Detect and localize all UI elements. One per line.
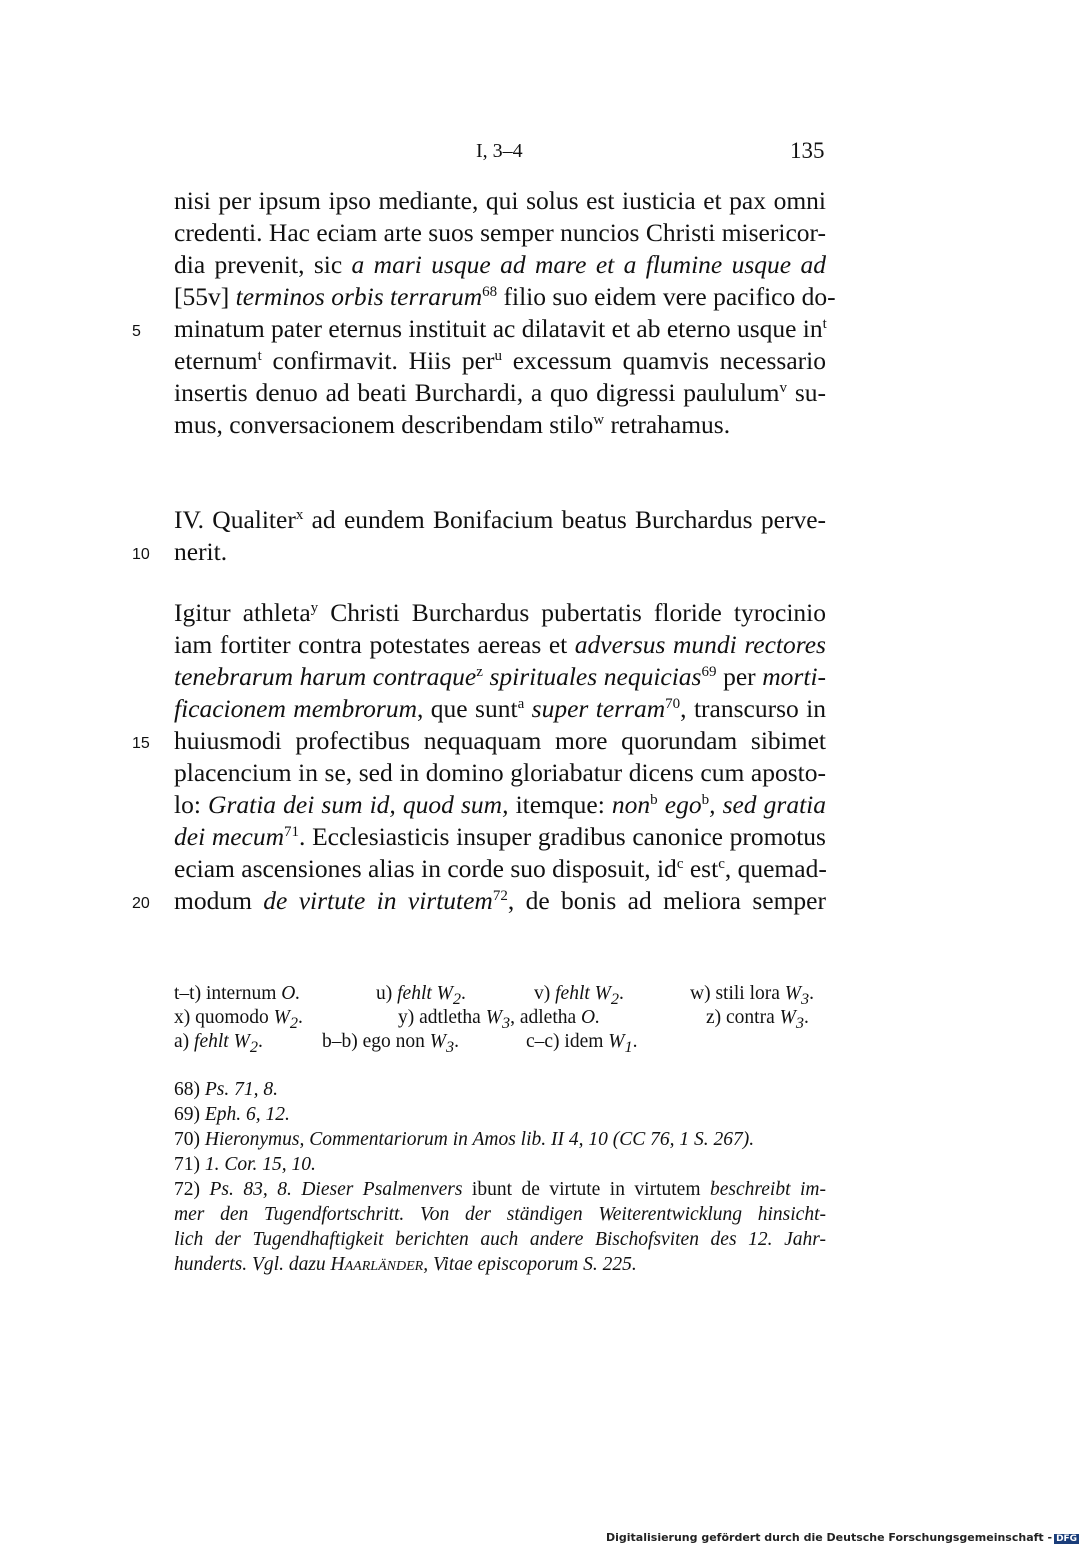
footnote: 71) 1. Cor. 15, 10. xyxy=(174,1154,316,1175)
footnote-ref: 72 xyxy=(492,888,508,904)
text-line: lo: Gratia dei sum id, quod sum, itemque: non$^b$ ego$^b$, sed gratia xyxy=(174,790,827,819)
apparatus-entry: w) stili lora $W_3$. xyxy=(690,983,815,1008)
apparatus-entry: t–t) internum O. xyxy=(174,983,301,1004)
text-line: ficacionem membrorum, que sunt$^a$ super terram$^{70}$, transcurso in xyxy=(174,694,827,723)
chapter-heading: nerit. xyxy=(174,537,228,566)
text-line: dei mecum$^{71}$. Ecclesiasticis insuper gradibus canonice promotus xyxy=(174,822,826,851)
apparatus-entry: v) fehlt $W_2$. xyxy=(534,983,624,1008)
apparatus-entry: u) fehlt $W_2$. xyxy=(376,983,466,1008)
text-line: dia prevenit, sic a mari usque ad mare et a flumine usque ad xyxy=(174,250,826,279)
running-head: I, 3–4 xyxy=(476,140,523,162)
footnote-ref: 68 xyxy=(482,284,498,300)
text-line: minatum pater eternus instituit ac dilatavit et ab eterno usque $in^t$ xyxy=(174,314,827,343)
text-line: tenebrarum harum contraque$^z$ spirituales nequicias$^{69}$ per morti- xyxy=(174,662,827,691)
footnote-ref: 70 xyxy=(665,696,681,712)
text-line: iam fortiter contra potestates aereas et adversus mundi rectores xyxy=(174,630,826,659)
apparatus-entry: a) fehlt $W_2$. xyxy=(174,1031,263,1056)
chapter-heading: IV. Qualiter$^x$ ad eundem Bonifacium beatus Burchardus perve- xyxy=(174,505,826,534)
text-line: modum de virtute in virtutem$^{72}$, de bonis ad meliora semper xyxy=(174,886,826,915)
line-number: 5 xyxy=(132,323,141,340)
footnote-continuation: hunderts. Vgl. dazu Haarländer, Vitae episcoporum S. 225. xyxy=(174,1254,637,1275)
text-line: [55v] terminos orbis terrarum$^{68}$ filio suo eidem vere pacifico do- xyxy=(174,282,836,311)
dfg-logo: DFG xyxy=(1056,1534,1078,1544)
apparatus-entry: x) quomodo $W_2$. xyxy=(174,1007,303,1032)
text-line: credenti. Hac eciam arte suos semper nuncios Christi misericor- xyxy=(174,218,826,247)
footnote-continuation: mer den Tugendfortschritt. Von der ständigen Weiterentwicklung hinsicht- xyxy=(174,1204,826,1225)
footnote: 68) Ps. 71, 8. xyxy=(174,1079,278,1100)
text-line: eciam ascensiones alias in corde suo disposuit, $id^c$ est$^c$, quemad- xyxy=(174,854,827,883)
footnote-continuation: lich der Tugendhaftigkeit berichten auch andere Bischofsviten des 12. Jahr- xyxy=(174,1229,826,1250)
dfg-footer xyxy=(606,1531,1079,1544)
apparatus-entry: c–c) idem $W_1$. xyxy=(526,1031,638,1056)
text-line: placencium in se, sed in domino gloriabatur dicens cum aposto- xyxy=(174,758,826,787)
footnote-ref: 69 xyxy=(701,664,717,680)
text-line: mus, conversacionem describendam stilo$^w$ retrahamus. xyxy=(174,410,731,439)
footnote-ref: 71 xyxy=(284,824,300,840)
text-line: insertis denuo ad beati Burchardi, a quo digressi paululum$^v$ su- xyxy=(174,378,826,407)
text-line: nisi per ipsum ipso mediante, qui solus est iusticia et pax omni xyxy=(174,186,826,215)
line-number: 10 xyxy=(132,546,150,563)
text-line: huiusmodi profectibus nequaquam more quorundam sibimet xyxy=(174,726,826,755)
apparatus-entry: b–b) ego non $W_3$. xyxy=(322,1031,460,1056)
line-number: 15 xyxy=(132,735,150,752)
line-number: 20 xyxy=(132,895,150,912)
footnote: 70) Hieronymus, Commentariorum in Amos lib. II 4, 10 (CC 76, 1 S. 267). xyxy=(174,1129,755,1150)
footer-text: Digitalisierung gefördert durch die Deutsche Forschungsgemeinschaft - xyxy=(606,1531,1053,1544)
page-number: 135 xyxy=(790,138,825,163)
text-line: Igitur athleta$^y$ Christi Burchardus pubertatis floride tyrocinio xyxy=(174,598,826,627)
apparatus-entry: y) adtletha $W_3$, adletha O. xyxy=(398,1007,600,1032)
footnote: 69) Eph. 6, 12. xyxy=(174,1104,290,1125)
text-line: eternum$^t$ confirmavit. Hiis per$^u$ excessum quamvis necessario xyxy=(174,346,827,375)
footnote: 72) Ps. 83, 8. Dieser Psalmenvers ibunt de virtute in virtutem beschreibt im- xyxy=(174,1179,826,1200)
apparatus-entry: z) contra $W_3$. xyxy=(706,1007,809,1032)
